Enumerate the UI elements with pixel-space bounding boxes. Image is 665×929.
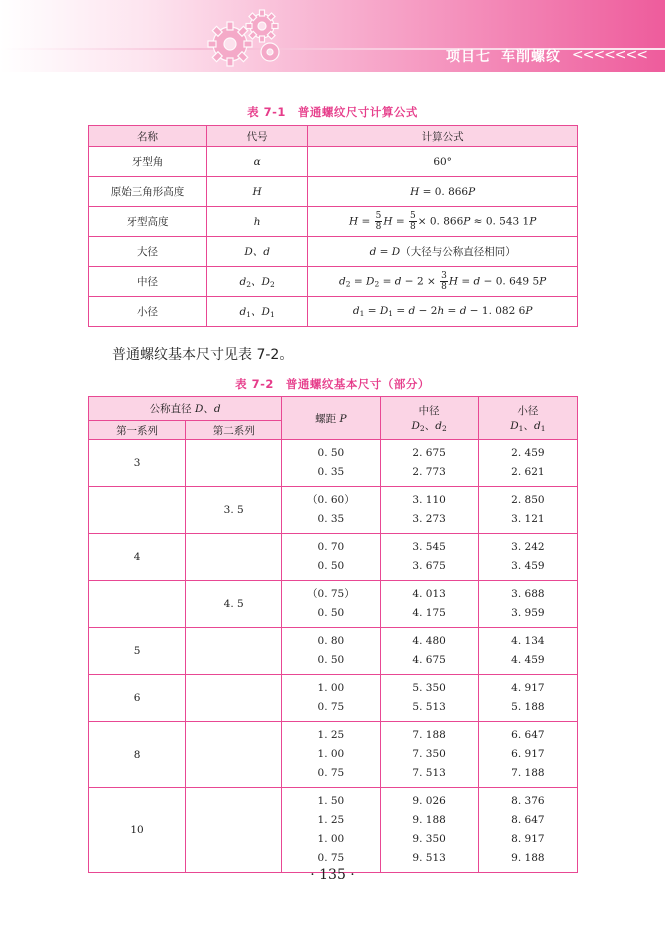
mid-value: 3. 110 [412,494,446,506]
row-name: 小径 [89,297,207,327]
chevrons-icon: <<<<<<< [571,47,647,63]
mid-cell [380,722,478,788]
minor-cell [478,581,577,628]
table-row [89,177,578,207]
pitch-value: 0. 35 [317,466,345,478]
mid-value: 4. 175 [412,607,446,619]
pitch-cell [282,581,380,628]
thread-size-table [88,396,578,873]
mid-cell [380,487,478,534]
mid-cell [380,581,478,628]
series2-cell [186,675,282,722]
mid-value: 4. 480 [412,635,446,647]
pitch-value: 0. 75 [317,701,345,713]
table-row [89,297,578,327]
series2-cell [186,534,282,581]
table1-number: 表 7-1 [247,105,286,119]
mid-value: 7. 188 [412,729,446,741]
header-minor-diameter: 小径 $D_1$、$d_1$ [478,397,577,440]
row-code: D、d [207,237,308,267]
header-formula: 计算公式 [308,126,578,147]
table-row [89,675,578,722]
minor-value: 8. 647 [511,814,545,826]
minor-value: 5. 188 [511,701,545,713]
row-formula: $d_2 = D_2 = d - 2$ × $\frac{3}{8}$ H = d − 0. 649 5P [308,267,578,297]
pitch-value: 1. 25 [317,729,345,741]
series1-cell: 8 [89,722,186,788]
row-formula: 60° [308,147,578,177]
minor-value: 4. 459 [511,654,545,666]
header-pitch: 螺距 P [282,397,380,440]
series1-cell: 3 [89,440,186,487]
pitch-value: 1. 00 [317,682,345,694]
pitch-value: 1. 25 [317,814,345,826]
header-pitch-diameter: 中径 $D_2$、$d_2$ [380,397,478,440]
minor-value: 7. 188 [511,767,545,779]
mid-value: 3. 545 [412,541,446,553]
mid-cell [380,788,478,873]
header-series2: 第二系列 [186,421,282,440]
minor-value: 8. 917 [511,833,545,845]
chapter-name: 车削螺纹 [501,49,561,65]
pitch-value: 1. 00 [317,833,345,845]
table2-number: 表 7-2 [235,377,274,391]
minor-value: 2. 850 [511,494,545,506]
row-code: $d_2$、$D_2$ [207,267,308,297]
series2-cell [186,788,282,873]
minor-value: 8. 376 [511,795,545,807]
pitch-value: 0. 70 [317,541,345,553]
minor-value: 4. 134 [511,635,545,647]
table-row [89,440,578,487]
series2-cell [186,628,282,675]
minor-cell [478,722,577,788]
row-name: 牙型角 [89,147,207,177]
pitch-value: 0. 75 [317,852,345,864]
row-formula: H = $\frac{5}{8}$ H = $\frac{5}{8}$ × 0. 866P ≈ 0. 543 1P [308,207,578,237]
header-series1: 第一系列 [89,421,186,440]
mid-value: 5. 350 [412,682,446,694]
pitch-value: 0. 50 [317,654,345,666]
minor-value: 3. 121 [511,513,545,525]
series1-cell: 5 [89,628,186,675]
pitch-cell [282,675,380,722]
pitch-value: 1. 50 [317,795,345,807]
mid-value: 5. 513 [412,701,446,713]
formula-table [88,125,578,327]
pitch-cell [282,534,380,581]
row-name: 原始三角形高度 [89,177,207,207]
pitch-cell [282,487,380,534]
mid-value: 9. 188 [412,814,446,826]
mid-value: 2. 773 [412,466,446,478]
series1-cell: 10 [89,788,186,873]
minor-value: 3. 242 [511,541,545,553]
mid-cell [380,628,478,675]
table-header-row [89,397,578,421]
minor-value: 3. 959 [511,607,545,619]
mid-value: 9. 513 [412,852,446,864]
mid-value: 4. 675 [412,654,446,666]
pitch-value: （0. 75） [307,588,355,600]
table-row [89,237,578,267]
minor-value: 3. 459 [511,560,545,572]
table-row [89,487,578,534]
minor-value: 2. 459 [511,447,545,459]
table-row [89,581,578,628]
body-paragraph: 普通螺纹基本尺寸见表 7-2。 [112,347,294,363]
mid-value: 2. 675 [412,447,446,459]
mid-cell [380,534,478,581]
mid-cell [380,440,478,487]
header-name: 名称 [89,126,207,147]
table-row [89,534,578,581]
table1-caption [0,104,665,120]
pitch-value: 0. 50 [317,447,345,459]
row-code: h [207,207,308,237]
fraction: $\frac{3}{8}$ [441,271,447,292]
table2-caption [0,376,665,392]
chapter-title [446,46,571,68]
gears-icon [188,6,298,70]
series1-cell [89,487,186,534]
minor-value: 9. 188 [511,852,545,864]
minor-cell [478,487,577,534]
series2-cell [186,722,282,788]
table-header-row [89,126,578,147]
table-row [89,788,578,873]
minor-cell [478,534,577,581]
pitch-cell [282,788,380,873]
pitch-value: 1. 00 [317,748,345,760]
row-formula: d = D（大径与公称直径相同） [308,237,578,267]
row-name: 牙型高度 [89,207,207,237]
fraction: $\frac{5}{8}$ [375,211,382,232]
minor-cell [478,440,577,487]
fraction: $\frac{5}{8}$ [409,211,416,232]
table-row [89,147,578,177]
row-code: α [207,147,308,177]
page-number: · 135 · [310,867,355,883]
table2-title: 普通螺纹基本尺寸（部分） [285,377,430,391]
series1-cell: 6 [89,675,186,722]
pitch-value: 0. 50 [317,607,345,619]
series2-cell [186,440,282,487]
mid-value: 3. 273 [412,513,446,525]
pitch-value: （0. 60） [307,494,355,506]
minor-value: 6. 647 [511,729,545,741]
minor-value: 4. 917 [511,682,545,694]
row-code: $d_1$、$D_1$ [207,297,308,327]
series2-cell: 3. 5 [186,487,282,534]
pitch-value: 0. 35 [317,513,345,525]
pitch-value: 0. 80 [317,635,345,647]
table1-title: 普通螺纹尺寸计算公式 [297,105,418,119]
mid-value: 7. 513 [412,767,446,779]
table-row [89,267,578,297]
minor-value: 6. 917 [511,748,545,760]
mid-value: 7. 350 [412,748,446,760]
page-header [0,0,665,72]
mid-value: 9. 350 [412,833,446,845]
row-name: 大径 [89,237,207,267]
mid-cell [380,675,478,722]
row-name: 中径 [89,267,207,297]
header-code: 代号 [207,126,308,147]
series1-cell: 4 [89,534,186,581]
minor-cell [478,788,577,873]
minor-value: 2. 621 [511,466,545,478]
minor-cell [478,628,577,675]
row-code: H [207,177,308,207]
pitch-value: 0. 50 [317,560,345,572]
minor-value: 3. 688 [511,588,545,600]
table-row [89,628,578,675]
pitch-cell [282,722,380,788]
mid-value: 9. 026 [412,795,446,807]
pitch-cell [282,628,380,675]
row-formula: $d_1 = D_1 = d - 2h = d - 1$. 082 6P [308,297,578,327]
pitch-cell [282,440,380,487]
table-row [89,207,578,237]
series1-cell [89,581,186,628]
table-row [89,722,578,788]
mid-value: 4. 013 [412,588,446,600]
pitch-value: 0. 75 [317,767,345,779]
project-label: 项目七 [446,49,491,65]
series2-cell: 4. 5 [186,581,282,628]
mid-value: 3. 675 [412,560,446,572]
row-formula: H = 0. 866P [308,177,578,207]
header-nominal: 公称直径 D、d [89,397,282,421]
minor-cell [478,675,577,722]
